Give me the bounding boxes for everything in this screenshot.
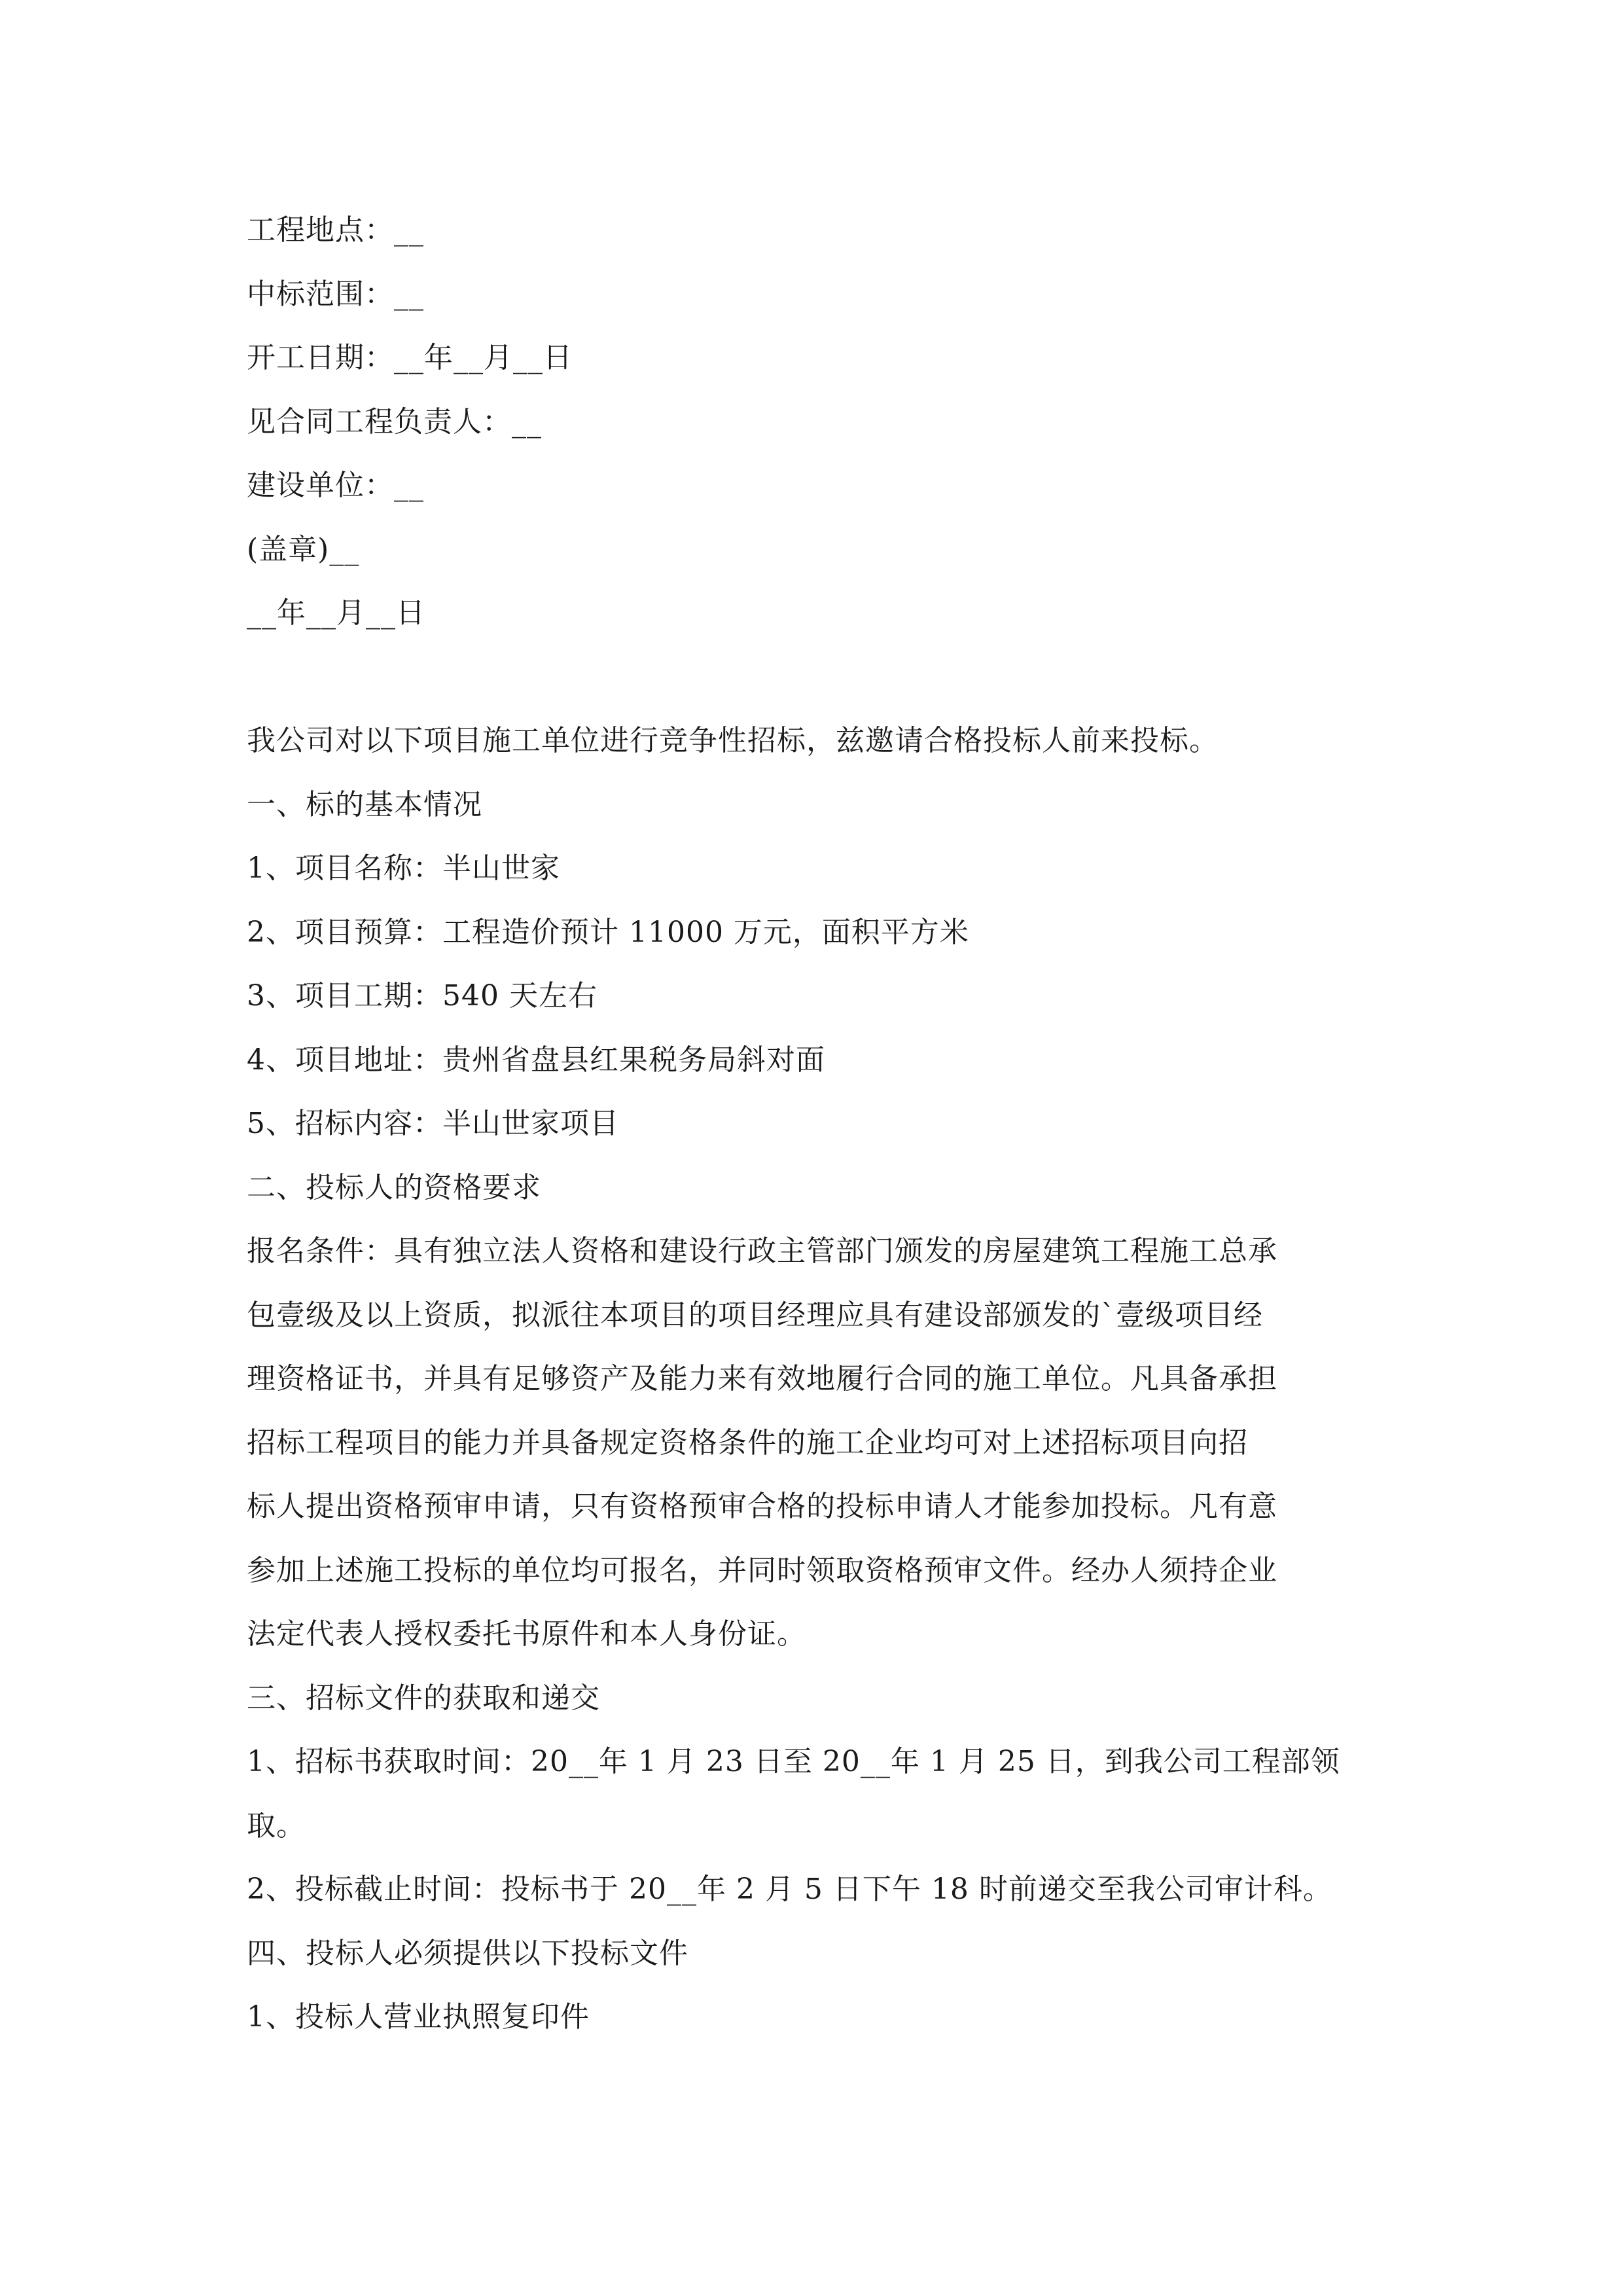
list-item: 5、招标内容：半山世家项目 <box>247 1107 619 1140</box>
list-item: 2、投标截止时间：投标书于 20__年 2 月 5 日下午 18 时前递交至我公司审计科。 <box>247 1873 1332 1906</box>
paragraph-line: 报名条件：具有独立法人资格和建设行政主管部门颁发的房屋建筑工程施工总承 <box>247 1234 1277 1268</box>
field-seal: (盖章)__ <box>247 532 360 566</box>
section-heading: 二、投标人的资格要求 <box>247 1170 541 1204</box>
section-heading: 三、招标文件的获取和递交 <box>247 1681 600 1715</box>
section-heading: 一、标的基本情况 <box>247 787 482 821</box>
field-date: __年__月__日 <box>247 596 425 630</box>
paragraph-line: 法定代表人授权委托书原件和本人身份证。 <box>247 1617 806 1651</box>
list-item: 3、项目工期：540 天左右 <box>247 979 597 1013</box>
list-item: 2、项目预算：工程造价预计 11000 万元，面积平方米 <box>247 915 969 949</box>
field-start-date: 开工日期：__年__月__日 <box>247 341 573 374</box>
list-item: 1、投标人营业执照复印件 <box>247 2000 590 2034</box>
list-item: 1、招标书获取时间：20__年 1 月 23 日至 20__年 1 月 25 日，到我公司工程部领 <box>247 1745 1340 1778</box>
paragraph-line: 理资格证书，并具有足够资产及能力来有效地履行合同的施工单位。凡具备承担 <box>247 1362 1277 1395</box>
field-construction-unit: 建设单位：__ <box>247 469 424 502</box>
section-heading: 四、投标人必须提供以下投标文件 <box>247 1936 688 1970</box>
intro-text: 我公司对以下项目施工单位进行竞争性招标，兹邀请合格投标人前来投标。 <box>247 724 1219 757</box>
tender-notice <box>247 709 1399 2049</box>
list-item: 4、项目地址：贵州省盘县红果税务局斜对面 <box>247 1043 825 1077</box>
header-fields <box>247 198 1399 645</box>
list-item: 1、项目名称：半山世家 <box>247 852 560 885</box>
paragraph-line: 参加上述施工投标的单位均可报名，并同时领取资格预审文件。经办人须持企业 <box>247 1553 1277 1587</box>
paragraph-line: 招标工程项目的能力并具备规定资格条件的施工企业均可对上述招标项目向招 <box>247 1426 1248 1460</box>
list-item-continuation: 取。 <box>247 1808 306 1842</box>
paragraph-line: 标人提出资格预审申请，只有资格预审合格的投标申请人才能参加投标。凡有意 <box>247 1490 1277 1523</box>
field-project-manager: 见合同工程负责人：__ <box>247 404 542 439</box>
field-project-location: 工程地点：__ <box>247 213 424 247</box>
paragraph-line: 包壹级及以上资质，拟派往本项目的项目经理应具有建设部颁发的`壹级项目经 <box>247 1298 1263 1332</box>
field-winning-scope: 中标范围：__ <box>247 277 424 311</box>
